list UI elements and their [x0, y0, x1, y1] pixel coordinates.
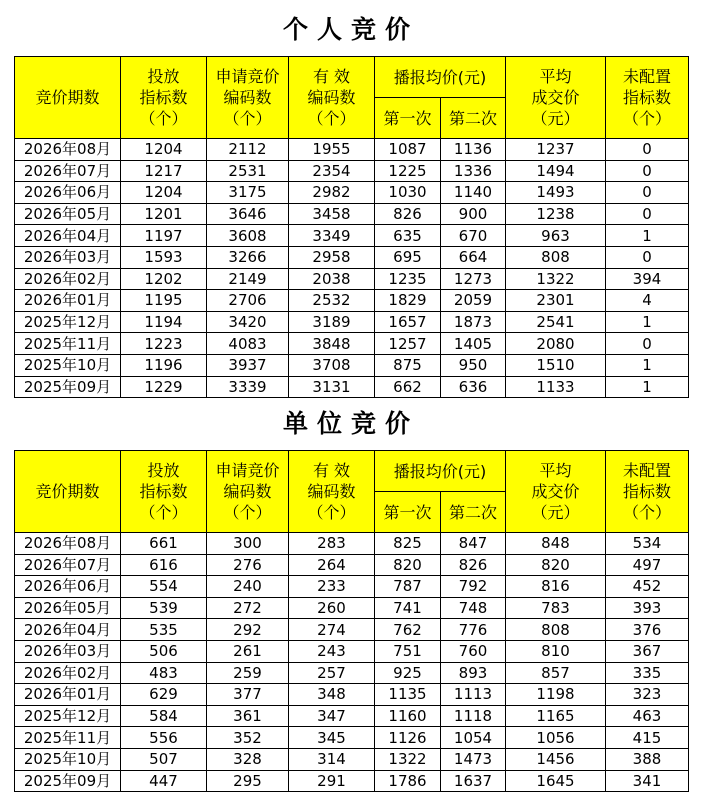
cell-period: 2025年10月 [15, 354, 121, 376]
unit-table-body [15, 533, 689, 792]
header-applied-codes: 申请竞价 编码数 （个） [207, 57, 289, 139]
table-row [15, 727, 689, 749]
header-valid-codes: 有 效 编码数 （个） [289, 57, 375, 139]
cell-unallocated: 394 [606, 268, 689, 290]
table-row [15, 770, 689, 792]
cell-quota: 506 [121, 640, 207, 662]
cell-valid-codes: 3708 [289, 354, 375, 376]
cell-avg-deal-price: 1494 [506, 160, 606, 182]
cell-first-bid: 925 [375, 662, 441, 684]
table-row [15, 533, 689, 555]
header-applied-codes: 申请竞价 编码数 （个） [207, 451, 289, 533]
cell-valid-codes: 264 [289, 554, 375, 576]
table-row [15, 748, 689, 770]
cell-applied-codes: 377 [207, 684, 289, 706]
cell-applied-codes: 352 [207, 727, 289, 749]
cell-quota: 483 [121, 662, 207, 684]
cell-period: 2025年10月 [15, 748, 121, 770]
cell-valid-codes: 283 [289, 533, 375, 555]
cell-applied-codes: 272 [207, 597, 289, 619]
cell-period: 2026年06月 [15, 576, 121, 598]
cell-first-bid: 1322 [375, 748, 441, 770]
cell-second-bid: 1873 [441, 311, 506, 333]
cell-valid-codes: 314 [289, 748, 375, 770]
table-row [15, 225, 689, 247]
table-row [15, 597, 689, 619]
cell-second-bid: 826 [441, 554, 506, 576]
cell-period: 2026年02月 [15, 268, 121, 290]
table-row [15, 160, 689, 182]
cell-quota: 556 [121, 727, 207, 749]
cell-period: 2026年05月 [15, 597, 121, 619]
cell-quota: 629 [121, 684, 207, 706]
cell-avg-deal-price: 1165 [506, 705, 606, 727]
table-row [15, 311, 689, 333]
cell-applied-codes: 328 [207, 748, 289, 770]
cell-valid-codes: 260 [289, 597, 375, 619]
cell-unallocated: 4 [606, 290, 689, 312]
cell-first-bid: 1135 [375, 684, 441, 706]
cell-first-bid: 1160 [375, 705, 441, 727]
cell-period: 2025年12月 [15, 311, 121, 333]
cell-avg-deal-price: 808 [506, 619, 606, 641]
cell-unallocated: 452 [606, 576, 689, 598]
cell-avg-deal-price: 1456 [506, 748, 606, 770]
cell-applied-codes: 4083 [207, 333, 289, 355]
cell-second-bid: 760 [441, 640, 506, 662]
cell-unallocated: 534 [606, 533, 689, 555]
cell-first-bid: 1235 [375, 268, 441, 290]
cell-valid-codes: 3189 [289, 311, 375, 333]
table-row [15, 684, 689, 706]
cell-second-bid: 1136 [441, 139, 506, 161]
cell-unallocated: 341 [606, 770, 689, 792]
cell-second-bid: 893 [441, 662, 506, 684]
cell-avg-deal-price: 1198 [506, 684, 606, 706]
cell-avg-deal-price: 816 [506, 576, 606, 598]
cell-quota: 616 [121, 554, 207, 576]
cell-period: 2025年11月 [15, 727, 121, 749]
header-second-round: 第二次 [441, 98, 506, 139]
cell-avg-deal-price: 810 [506, 640, 606, 662]
cell-period: 2026年07月 [15, 160, 121, 182]
cell-unallocated: 376 [606, 619, 689, 641]
cell-applied-codes: 292 [207, 619, 289, 641]
cell-applied-codes: 2149 [207, 268, 289, 290]
cell-valid-codes: 233 [289, 576, 375, 598]
cell-quota: 539 [121, 597, 207, 619]
cell-avg-deal-price: 1056 [506, 727, 606, 749]
cell-applied-codes: 276 [207, 554, 289, 576]
cell-avg-deal-price: 848 [506, 533, 606, 555]
cell-valid-codes: 348 [289, 684, 375, 706]
cell-first-bid: 826 [375, 203, 441, 225]
cell-first-bid: 825 [375, 533, 441, 555]
header-first-round: 第一次 [375, 492, 441, 533]
cell-first-bid: 1087 [375, 139, 441, 161]
table-row [15, 268, 689, 290]
cell-quota: 507 [121, 748, 207, 770]
cell-applied-codes: 2706 [207, 290, 289, 312]
cell-valid-codes: 243 [289, 640, 375, 662]
cell-quota: 1194 [121, 311, 207, 333]
cell-unallocated: 0 [606, 160, 689, 182]
cell-period: 2025年12月 [15, 705, 121, 727]
cell-period: 2026年07月 [15, 554, 121, 576]
cell-quota: 1204 [121, 139, 207, 161]
cell-second-bid: 748 [441, 597, 506, 619]
personal-bidding-title: 个人竞价 [282, 15, 419, 44]
cell-avg-deal-price: 2541 [506, 311, 606, 333]
cell-unallocated: 0 [606, 139, 689, 161]
cell-period: 2026年01月 [15, 684, 121, 706]
cell-applied-codes: 261 [207, 640, 289, 662]
cell-valid-codes: 347 [289, 705, 375, 727]
cell-period: 2026年01月 [15, 290, 121, 312]
cell-period: 2026年02月 [15, 662, 121, 684]
cell-first-bid: 820 [375, 554, 441, 576]
header-period: 竞价期数 [15, 451, 121, 533]
header-avg-bid-price: 播报均价(元) [375, 451, 506, 492]
cell-applied-codes: 295 [207, 770, 289, 792]
header-avg-deal-price: 平均 成交价 （元） [506, 451, 606, 533]
cell-second-bid: 1405 [441, 333, 506, 355]
cell-quota: 1195 [121, 290, 207, 312]
cell-period: 2026年08月 [15, 533, 121, 555]
cell-first-bid: 875 [375, 354, 441, 376]
cell-valid-codes: 2958 [289, 246, 375, 268]
table-row [15, 139, 689, 161]
cell-second-bid: 670 [441, 225, 506, 247]
table-row [15, 554, 689, 576]
cell-first-bid: 1657 [375, 311, 441, 333]
cell-unallocated: 1 [606, 225, 689, 247]
cell-period: 2026年03月 [15, 640, 121, 662]
cell-valid-codes: 2532 [289, 290, 375, 312]
cell-unallocated: 1 [606, 376, 689, 398]
cell-unallocated: 497 [606, 554, 689, 576]
cell-unallocated: 0 [606, 246, 689, 268]
cell-avg-deal-price: 1238 [506, 203, 606, 225]
cell-quota: 554 [121, 576, 207, 598]
cell-applied-codes: 3937 [207, 354, 289, 376]
table-row [15, 182, 689, 204]
cell-unallocated: 0 [606, 182, 689, 204]
cell-avg-deal-price: 1133 [506, 376, 606, 398]
cell-quota: 1196 [121, 354, 207, 376]
cell-quota: 1223 [121, 333, 207, 355]
cell-applied-codes: 2112 [207, 139, 289, 161]
cell-period: 2026年06月 [15, 182, 121, 204]
cell-avg-deal-price: 783 [506, 597, 606, 619]
cell-first-bid: 762 [375, 619, 441, 641]
cell-applied-codes: 240 [207, 576, 289, 598]
cell-unallocated: 367 [606, 640, 689, 662]
cell-second-bid: 950 [441, 354, 506, 376]
cell-unallocated: 393 [606, 597, 689, 619]
cell-quota: 1201 [121, 203, 207, 225]
unit-bidding-title: 单位竞价 [282, 409, 419, 438]
cell-second-bid: 792 [441, 576, 506, 598]
header-avg-deal-price: 平均 成交价 （元） [506, 57, 606, 139]
cell-unallocated: 1 [606, 354, 689, 376]
cell-quota: 535 [121, 619, 207, 641]
cell-second-bid: 1140 [441, 182, 506, 204]
cell-second-bid: 1113 [441, 684, 506, 706]
cell-second-bid: 1054 [441, 727, 506, 749]
cell-applied-codes: 3420 [207, 311, 289, 333]
cell-avg-deal-price: 963 [506, 225, 606, 247]
personal-bidding-table [14, 56, 689, 398]
cell-second-bid: 1273 [441, 268, 506, 290]
cell-applied-codes: 3646 [207, 203, 289, 225]
cell-unallocated: 323 [606, 684, 689, 706]
header-avg-bid-price: 播报均价(元) [375, 57, 506, 98]
table-row [15, 640, 689, 662]
cell-unallocated: 0 [606, 203, 689, 225]
cell-first-bid: 1257 [375, 333, 441, 355]
cell-valid-codes: 2354 [289, 160, 375, 182]
header-quota: 投放 指标数 （个） [121, 57, 207, 139]
cell-second-bid: 1637 [441, 770, 506, 792]
cell-valid-codes: 274 [289, 619, 375, 641]
cell-first-bid: 662 [375, 376, 441, 398]
header-valid-codes: 有 效 编码数 （个） [289, 451, 375, 533]
header-period: 竞价期数 [15, 57, 121, 139]
cell-valid-codes: 3848 [289, 333, 375, 355]
cell-second-bid: 2059 [441, 290, 506, 312]
cell-unallocated: 463 [606, 705, 689, 727]
header-quota: 投放 指标数 （个） [121, 451, 207, 533]
cell-period: 2026年03月 [15, 246, 121, 268]
cell-quota: 1217 [121, 160, 207, 182]
cell-first-bid: 1829 [375, 290, 441, 312]
cell-applied-codes: 361 [207, 705, 289, 727]
table-row [15, 246, 689, 268]
cell-period: 2025年09月 [15, 770, 121, 792]
cell-unallocated: 415 [606, 727, 689, 749]
cell-period: 2026年04月 [15, 225, 121, 247]
cell-quota: 1593 [121, 246, 207, 268]
cell-avg-deal-price: 1510 [506, 354, 606, 376]
header-first-round: 第一次 [375, 98, 441, 139]
cell-applied-codes: 300 [207, 533, 289, 555]
cell-second-bid: 636 [441, 376, 506, 398]
cell-second-bid: 847 [441, 533, 506, 555]
cell-applied-codes: 3339 [207, 376, 289, 398]
cell-applied-codes: 2531 [207, 160, 289, 182]
cell-quota: 661 [121, 533, 207, 555]
cell-valid-codes: 291 [289, 770, 375, 792]
cell-avg-deal-price: 2301 [506, 290, 606, 312]
cell-period: 2025年09月 [15, 376, 121, 398]
personal-table-body [15, 139, 689, 398]
cell-applied-codes: 3175 [207, 182, 289, 204]
cell-quota: 1197 [121, 225, 207, 247]
cell-valid-codes: 2982 [289, 182, 375, 204]
cell-applied-codes: 259 [207, 662, 289, 684]
cell-second-bid: 664 [441, 246, 506, 268]
table-row [15, 705, 689, 727]
cell-valid-codes: 345 [289, 727, 375, 749]
cell-period: 2026年08月 [15, 139, 121, 161]
cell-avg-deal-price: 1493 [506, 182, 606, 204]
cell-valid-codes: 3458 [289, 203, 375, 225]
cell-first-bid: 741 [375, 597, 441, 619]
cell-avg-deal-price: 1237 [506, 139, 606, 161]
cell-avg-deal-price: 1322 [506, 268, 606, 290]
table-row [15, 619, 689, 641]
cell-unallocated: 388 [606, 748, 689, 770]
cell-first-bid: 787 [375, 576, 441, 598]
cell-quota: 1229 [121, 376, 207, 398]
table-row [15, 290, 689, 312]
cell-quota: 584 [121, 705, 207, 727]
cell-valid-codes: 2038 [289, 268, 375, 290]
cell-period: 2025年11月 [15, 333, 121, 355]
cell-avg-deal-price: 1645 [506, 770, 606, 792]
cell-second-bid: 1336 [441, 160, 506, 182]
cell-second-bid: 1473 [441, 748, 506, 770]
cell-first-bid: 695 [375, 246, 441, 268]
cell-valid-codes: 257 [289, 662, 375, 684]
table-row [15, 333, 689, 355]
table-row [15, 376, 689, 398]
unit-bidding-table [14, 450, 689, 792]
cell-applied-codes: 3266 [207, 246, 289, 268]
table-row [15, 203, 689, 225]
cell-unallocated: 335 [606, 662, 689, 684]
cell-first-bid: 1225 [375, 160, 441, 182]
cell-valid-codes: 1955 [289, 139, 375, 161]
cell-avg-deal-price: 2080 [506, 333, 606, 355]
cell-first-bid: 751 [375, 640, 441, 662]
cell-quota: 1204 [121, 182, 207, 204]
cell-unallocated: 1 [606, 311, 689, 333]
cell-second-bid: 1118 [441, 705, 506, 727]
cell-avg-deal-price: 808 [506, 246, 606, 268]
table-row [15, 354, 689, 376]
cell-second-bid: 900 [441, 203, 506, 225]
cell-quota: 447 [121, 770, 207, 792]
table-row [15, 662, 689, 684]
cell-avg-deal-price: 820 [506, 554, 606, 576]
cell-avg-deal-price: 857 [506, 662, 606, 684]
cell-quota: 1202 [121, 268, 207, 290]
cell-period: 2026年04月 [15, 619, 121, 641]
cell-first-bid: 1786 [375, 770, 441, 792]
header-second-round: 第二次 [441, 492, 506, 533]
cell-period: 2026年05月 [15, 203, 121, 225]
cell-first-bid: 1126 [375, 727, 441, 749]
cell-valid-codes: 3349 [289, 225, 375, 247]
cell-second-bid: 776 [441, 619, 506, 641]
cell-applied-codes: 3608 [207, 225, 289, 247]
cell-unallocated: 0 [606, 333, 689, 355]
cell-valid-codes: 3131 [289, 376, 375, 398]
header-unallocated: 未配置 指标数 （个） [606, 57, 689, 139]
cell-first-bid: 635 [375, 225, 441, 247]
cell-first-bid: 1030 [375, 182, 441, 204]
table-row [15, 576, 689, 598]
header-unallocated: 未配置 指标数 （个） [606, 451, 689, 533]
